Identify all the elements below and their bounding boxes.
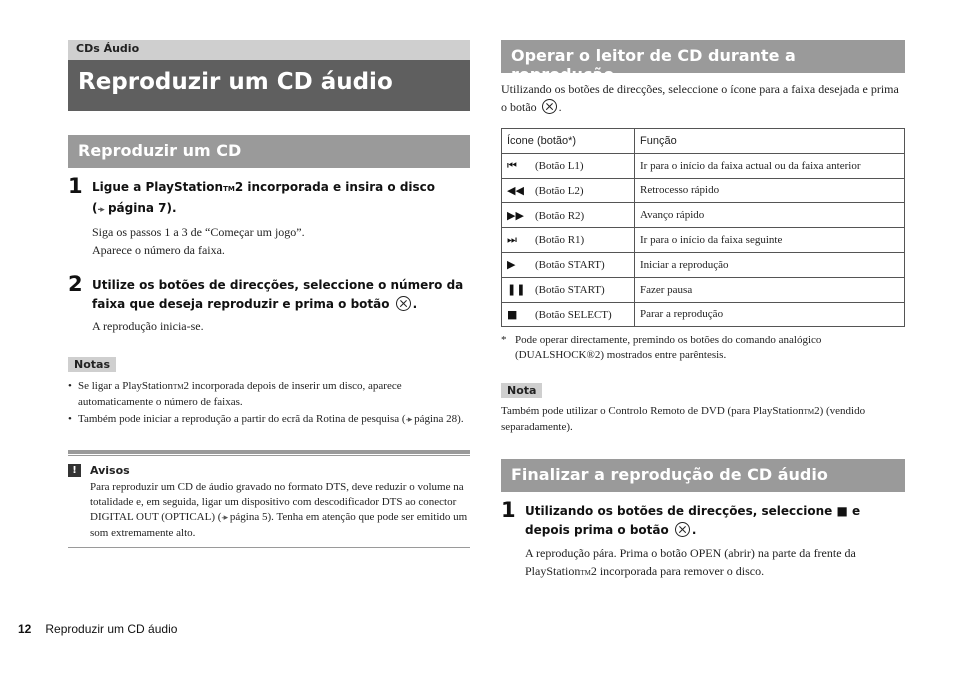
cross-button-icon bbox=[542, 99, 557, 114]
table-cell-function: Fazer pausa bbox=[635, 277, 905, 302]
table-cell-function: Parar a reprodução bbox=[635, 302, 905, 327]
step-title-part: Utilize os botões de direcções, seleccione o número da faixa que deseja reproduzir e prima o botão bbox=[92, 278, 464, 311]
stop-icon: ■ bbox=[836, 504, 848, 519]
play-icon: ▶ bbox=[507, 258, 516, 272]
trademark: TM bbox=[803, 408, 815, 417]
table-header-row bbox=[502, 129, 905, 154]
step-title: Utilize os botões de direcções, seleccione o número da faixa que deseja reproduzir e prima o botão . bbox=[92, 278, 464, 311]
page-ref-arrow-icon: -▸ bbox=[221, 513, 228, 523]
table-row bbox=[502, 302, 905, 327]
table-cell-icon bbox=[502, 302, 635, 327]
notes-box bbox=[68, 355, 470, 428]
warning-text-part: Para reproduzir um CD de áudio gravado no formato DTS, deve reduzir o volume na totalidade e, em seguida, ligar um dispositivo com descodificador DTS ao conector DIGITAL OUT (OPTICAL) ( bbox=[90, 481, 464, 523]
warning-text-part: página 5). Tenha em atenção que pode ser emitido um som extremamente alto. bbox=[90, 511, 468, 539]
page-ref-arrow-icon: -▸ bbox=[405, 415, 412, 425]
cross-button-icon bbox=[675, 522, 690, 537]
table-row bbox=[502, 203, 905, 228]
table-cell-icon bbox=[502, 228, 635, 253]
step-title-part: 2 incorporada e insira o disco bbox=[234, 180, 436, 194]
button-name: (Botão R1) bbox=[535, 234, 585, 247]
page-number: 12 bbox=[18, 622, 32, 636]
notes-label: Notas bbox=[68, 357, 116, 372]
step-title-part: e depois prima o botão bbox=[525, 504, 861, 538]
table-row bbox=[502, 228, 905, 253]
section-heading-operate: Operar o leitor de CD durante a reprodução bbox=[501, 40, 905, 73]
note-text: 2 incorporada depois de inserir um disco, aparece automaticamente o número de faixas. bbox=[78, 380, 402, 408]
note-label: Nota bbox=[501, 383, 542, 398]
step-title-part: Ligue a PlayStation bbox=[92, 180, 224, 194]
footnote bbox=[501, 333, 905, 363]
page-footer bbox=[18, 622, 177, 636]
step-title: Utilizando os botões de direcções, seleccione ■ e depois prima o botão . bbox=[525, 504, 861, 538]
page-ref-arrow-icon: -▸ bbox=[97, 205, 104, 215]
table-cell-icon bbox=[502, 203, 635, 228]
button-name: (Botão START) bbox=[535, 259, 605, 272]
left-column bbox=[68, 40, 470, 548]
note-text-part: 2) (vendido separadamente). bbox=[501, 405, 866, 434]
table-cell-icon bbox=[502, 153, 635, 178]
button-name: (Botão START) bbox=[535, 284, 605, 297]
step-number: 1 bbox=[501, 498, 516, 523]
notes-list bbox=[68, 379, 470, 428]
table-cell-icon bbox=[502, 252, 635, 277]
rewind-icon: ◀◀ bbox=[507, 183, 524, 197]
trademark: TM bbox=[173, 383, 184, 391]
section-heading-play-cd: Reproduzir um CD bbox=[68, 135, 470, 168]
step-1 bbox=[68, 174, 470, 259]
step-text-part: A reprodução pára. Prima o botão OPEN (abrir) na parte da frente da PlayStation bbox=[525, 546, 856, 579]
table-cell-function: Iniciar a reprodução bbox=[635, 252, 905, 277]
intro-text-part: Utilizando os botões de direcções, seleccione o ícone para a faixa desejada e prima o botão bbox=[501, 82, 899, 114]
button-name: (Botão R2) bbox=[535, 209, 585, 222]
table-cell-function: Ir para o início da faixa seguinte bbox=[635, 228, 905, 253]
button-name: (Botão L2) bbox=[535, 184, 584, 197]
step-text: Aparece o número da faixa. bbox=[92, 243, 225, 257]
step-text: Siga os passos 1 a 3 de “Começar um jogo”. bbox=[92, 225, 305, 239]
warning-text bbox=[68, 480, 470, 541]
list-item bbox=[68, 379, 470, 410]
note-text: Se ligar a PlayStation bbox=[78, 380, 174, 392]
next-track-icon: ⏭ bbox=[507, 233, 517, 247]
table-row bbox=[502, 252, 905, 277]
step-title-part: Utilizando os botões de direcções, seleccione bbox=[525, 504, 833, 519]
trademark: TM bbox=[580, 569, 591, 578]
table-cell-icon bbox=[502, 178, 635, 203]
table-row bbox=[502, 277, 905, 302]
warning-title: Avisos bbox=[90, 464, 130, 477]
step-text: A reprodução inicia-se. bbox=[92, 319, 204, 333]
trademark: TM bbox=[223, 185, 235, 193]
page-ref: página 7). bbox=[107, 201, 177, 215]
note-box bbox=[501, 381, 905, 435]
warning-icon: ! bbox=[68, 464, 81, 477]
table-cell-function: Retrocesso rápido bbox=[635, 178, 905, 203]
right-column bbox=[501, 40, 905, 582]
note-text-part: Também pode utilizar o Controlo Remoto de DVD (para PlayStation bbox=[501, 405, 804, 418]
note-text bbox=[501, 404, 905, 435]
footer-title: Reproduzir um CD áudio bbox=[45, 622, 178, 636]
table-cell-function: Ir para o início da faixa actual ou da faixa anterior bbox=[635, 153, 905, 178]
step-1-stop bbox=[501, 498, 905, 582]
intro-text: Utilizando os botões de direcções, seleccione o ícone para a faixa desejada e prima o botão . bbox=[501, 82, 899, 114]
page-title: Reproduzir um CD áudio bbox=[68, 60, 470, 111]
list-item bbox=[68, 412, 470, 428]
step-2 bbox=[68, 272, 470, 335]
section-tag: CDs Áudio bbox=[68, 40, 470, 60]
button-function-table bbox=[501, 128, 905, 327]
cross-button-icon bbox=[396, 296, 411, 311]
section-heading-stop: Finalizar a reprodução de CD áudio bbox=[501, 459, 905, 492]
previous-track-icon: ⏮ bbox=[507, 158, 517, 172]
table-row bbox=[502, 153, 905, 178]
fast-forward-icon: ▶▶ bbox=[507, 208, 524, 222]
pause-icon: ❚❚ bbox=[507, 283, 526, 297]
table-header-icon: Ícone (botão*) bbox=[502, 129, 635, 154]
step-number: 1 bbox=[68, 174, 83, 198]
footnote-text: Pode operar directamente, premindo os botões do comando analógico (DUALSHOCK®2) mostrados entre parêntesis. bbox=[515, 334, 822, 362]
table-cell-icon bbox=[502, 277, 635, 302]
stop-icon: ■ bbox=[507, 307, 518, 321]
note-text: página 28). bbox=[414, 413, 464, 425]
step-text-part: 2 incorporada para remover o disco. bbox=[590, 564, 765, 579]
table-header-function: Função bbox=[635, 129, 905, 154]
footnote-mark: * bbox=[501, 334, 507, 347]
note-text: Também pode iniciar a reprodução a partir do ecrã da Rotina de pesquisa ( bbox=[78, 413, 406, 425]
step-title: Ligue a PlayStationTM2 incorporada e insira o disco (-▸ página 7). bbox=[92, 180, 436, 215]
warning-box bbox=[68, 450, 470, 548]
button-name: (Botão SELECT) bbox=[535, 308, 612, 321]
step-number: 2 bbox=[68, 272, 83, 296]
table-row bbox=[502, 178, 905, 203]
step-text bbox=[525, 544, 905, 582]
table-cell-function: Avanço rápido bbox=[635, 203, 905, 228]
button-name: (Botão L1) bbox=[535, 159, 584, 172]
